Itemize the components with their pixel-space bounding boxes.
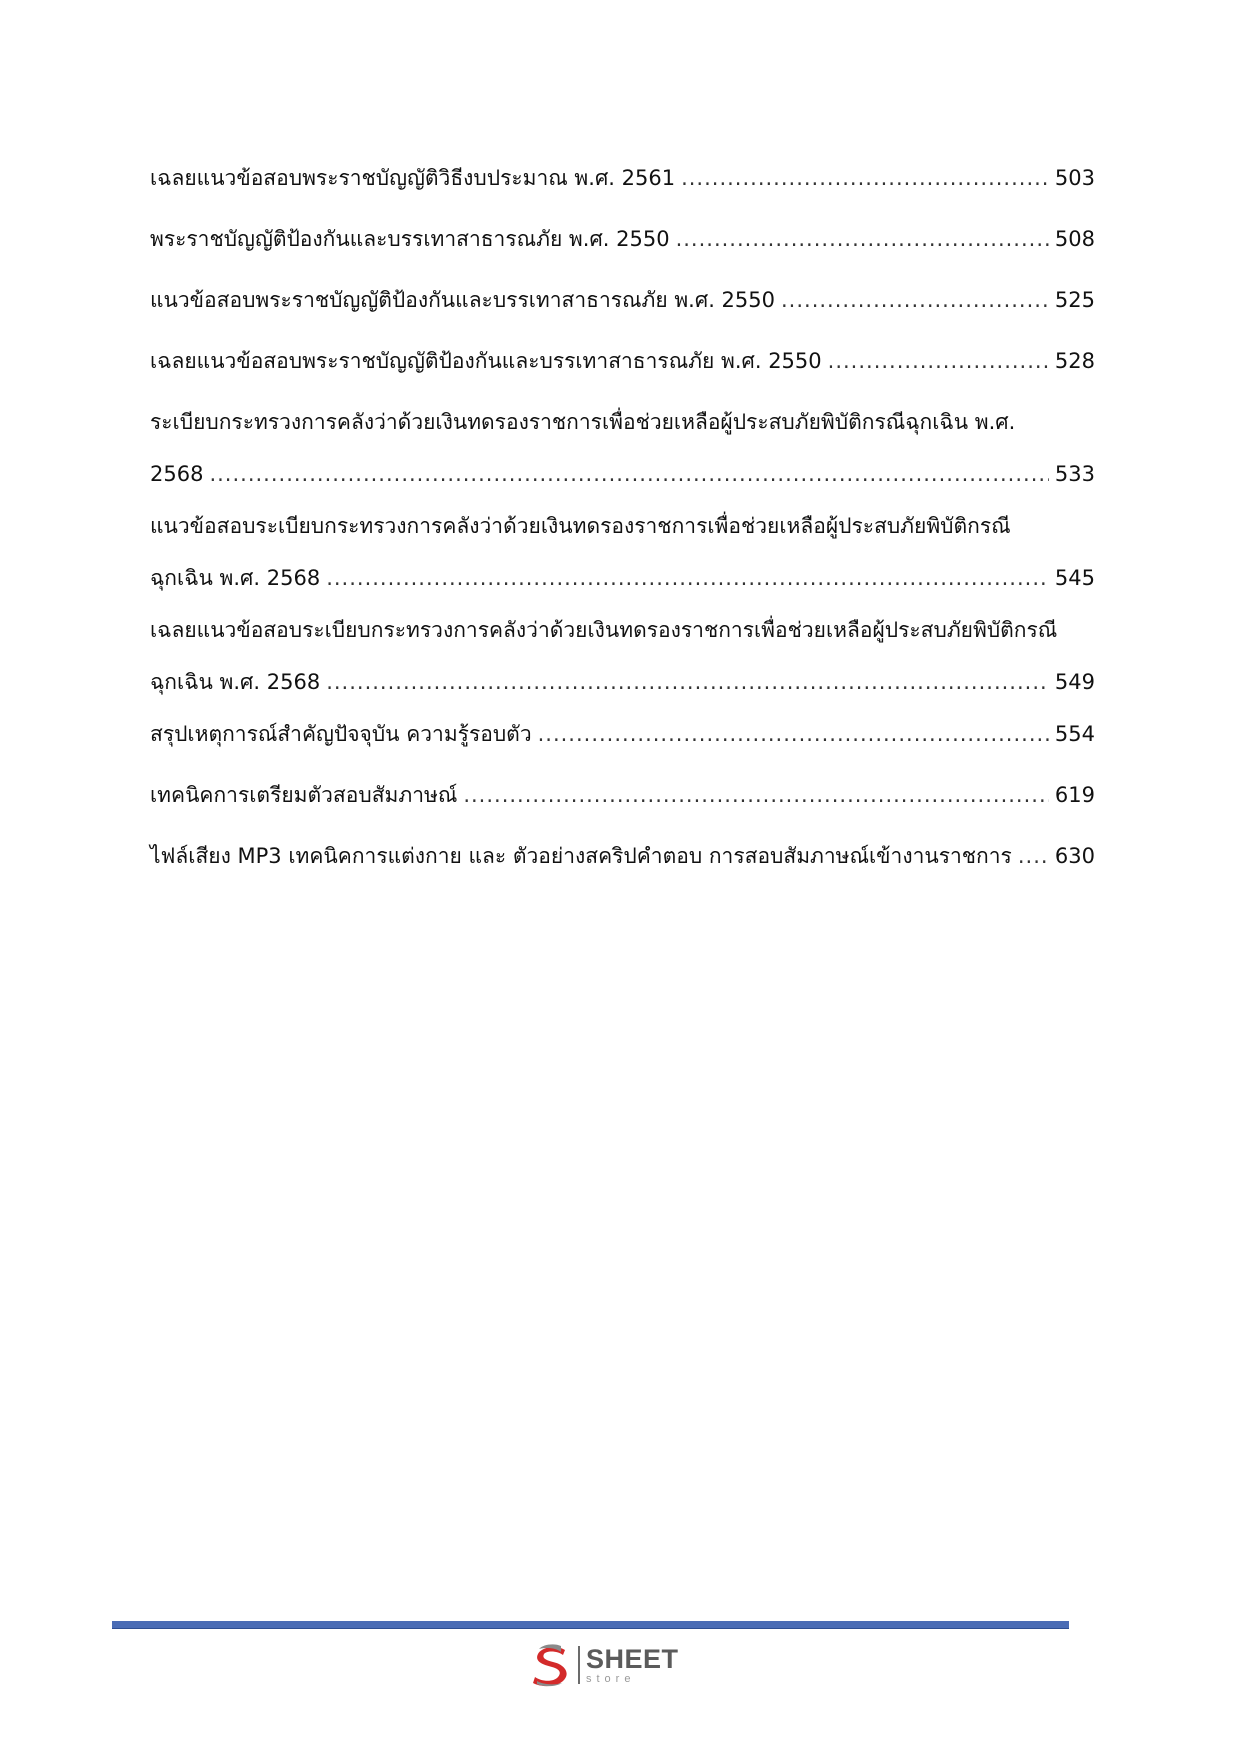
logo-divider [578, 1646, 580, 1684]
toc-entry-title-line2: ฉุกเฉิน พ.ศ. 2568 [150, 566, 321, 590]
toc-entry-title: สรุปเหตุการณ์สำคัญปัจจุบัน ความรู้รอบตัว [150, 722, 532, 746]
toc-entry[interactable] [150, 830, 1095, 891]
toc-entry-title-line1: ระเบียบกระทรวงการคลังว่าด้วยเงินทดรองราชการเพื่อช่วยเหลือผู้ประสบภัยพิบัติกรณีฉุกเฉิน พ.ศ. [150, 410, 1016, 434]
toc-line [150, 830, 1095, 882]
toc-entry[interactable] [150, 604, 1095, 708]
toc-entry-title: แนวข้อสอบพระราชบัญญัติป้องกันและบรรเทาสาธารณภัย พ.ศ. 2550 [150, 288, 775, 312]
sheet-store-s-icon [528, 1642, 574, 1688]
logo-text [586, 1643, 679, 1685]
toc-line [150, 335, 1095, 387]
toc-entry[interactable] [150, 213, 1095, 274]
toc-entry-title: พระราชบัญญัติป้องกันและบรรเทาสาธารณภัย พ.ศ. 2550 [150, 227, 670, 251]
toc-line [150, 152, 1095, 204]
sheet-store-logo [528, 1640, 679, 1690]
toc-entry-title-line1: เฉลยแนวข้อสอบระเบียบกระทรวงการคลังว่าด้วยเงินทดรองราชการเพื่อช่วยเหลือผู้ประสบภัยพิบัติกรณี [150, 618, 1058, 642]
table-of-contents [150, 152, 1095, 891]
toc-entry-page: 508 [1054, 227, 1095, 251]
toc-entry-page: 533 [1054, 462, 1095, 486]
toc-line [150, 552, 1095, 604]
dot-leader [1018, 830, 1049, 882]
toc-entry-page: 619 [1054, 783, 1095, 807]
toc-entry-title: เฉลยแนวข้อสอบพระราชบัญญัติวิธีงบประมาณ พ.ศ. 2561 [150, 166, 676, 190]
toc-entry-page: 545 [1054, 566, 1095, 590]
toc-entry[interactable] [150, 152, 1095, 213]
toc-entry-title: ไฟล์เสียง MP3 เทคนิคการแต่งกาย และ ตัวอย่างสคริปคำตอบ การสอบสัมภาษณ์เข้างานราชการ [150, 844, 1012, 868]
dot-leader [538, 708, 1049, 760]
toc-entry-title-line1: แนวข้อสอบระเบียบกระทรวงการคลังว่าด้วยเงินทดรองราชการเพื่อช่วยเหลือผู้ประสบภัยพิบัติกรณี [150, 514, 1011, 538]
toc-entry-title: เฉลยแนวข้อสอบพระราชบัญญัติป้องกันและบรรเทาสาธารณภัย พ.ศ. 2550 [150, 349, 822, 373]
toc-entry[interactable] [150, 769, 1095, 830]
toc-line [150, 656, 1095, 708]
toc-line [150, 213, 1095, 265]
toc-entry[interactable] [150, 335, 1095, 396]
toc-entry-title-line2: ฉุกเฉิน พ.ศ. 2568 [150, 670, 321, 694]
toc-line [150, 448, 1095, 500]
logo-word: SHEET [586, 1643, 679, 1674]
dot-leader [463, 769, 1049, 821]
logo-subtitle: store [586, 1672, 636, 1685]
toc-entry-page: 503 [1054, 166, 1095, 190]
toc-entry[interactable] [150, 708, 1095, 769]
toc-entry[interactable] [150, 396, 1095, 500]
toc-line [150, 274, 1095, 326]
toc-entry-title: เทคนิคการเตรียมตัวสอบสัมภาษณ์ [150, 783, 458, 807]
dot-leader [209, 448, 1048, 500]
dot-leader [676, 213, 1049, 265]
dot-leader [681, 152, 1049, 204]
footer-rule [112, 1621, 1069, 1629]
toc-entry[interactable] [150, 500, 1095, 604]
dot-leader [781, 274, 1049, 326]
toc-entry-page: 630 [1054, 844, 1095, 868]
toc-entry-page: 554 [1054, 722, 1095, 746]
toc-entry-page: 525 [1054, 288, 1095, 312]
dot-leader [326, 656, 1049, 708]
toc-entry-page: 549 [1054, 670, 1095, 694]
toc-entry[interactable] [150, 274, 1095, 335]
toc-line [150, 708, 1095, 760]
toc-entry-title-line2: 2568 [150, 462, 204, 486]
toc-line [150, 769, 1095, 821]
toc-entry-page: 528 [1054, 349, 1095, 373]
dot-leader [326, 552, 1049, 604]
dot-leader [828, 335, 1049, 387]
